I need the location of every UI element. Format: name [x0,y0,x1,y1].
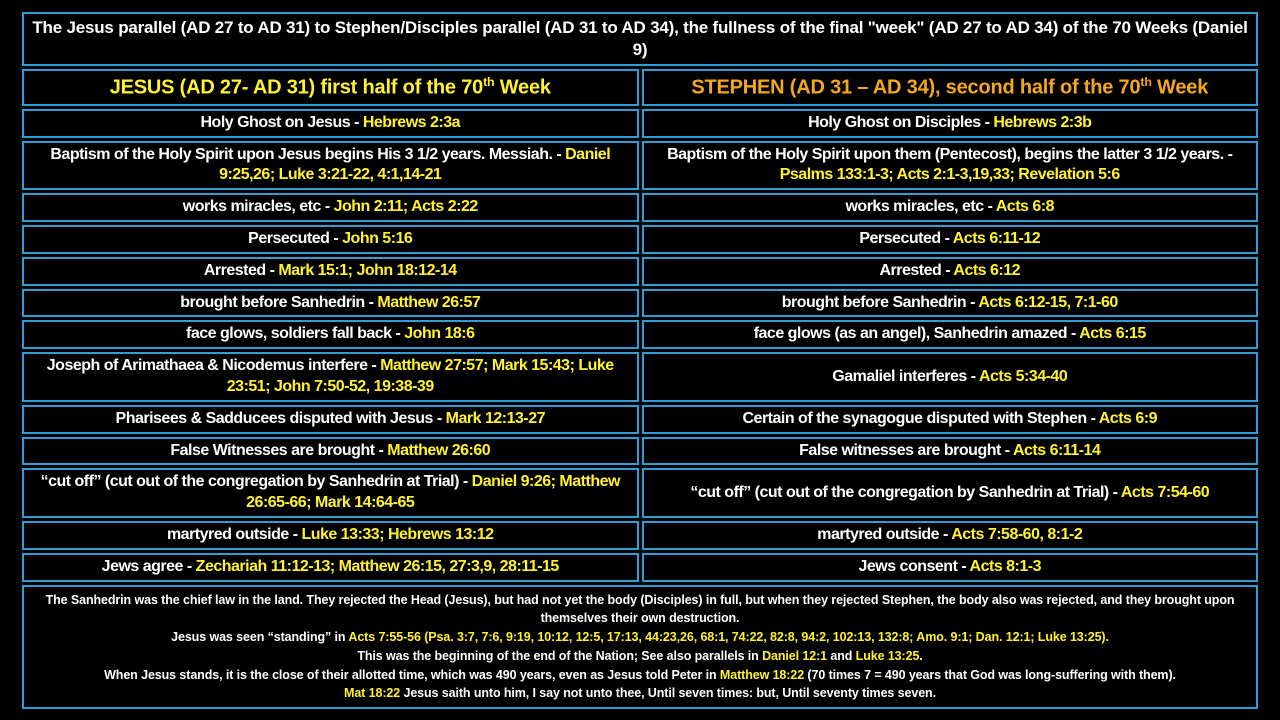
text-segment: th [1140,75,1152,90]
text-segment: False Witnesses are brought - [170,441,388,459]
text-segment: Joseph of Arimathaea & Nicodemus interfere - [46,357,381,375]
text-segment: th [483,75,495,90]
stephen-cell [642,225,1259,254]
text-segment: Daniel 9:26; Matthew 26:65-66; Mark 14:64-65 [246,473,620,512]
table-row [22,320,1258,349]
text-segment: “cut off” (cut out of the congregation by Sanhedrin at Trial) - [40,473,472,491]
text-segment: Daniel 12:1 [762,648,827,663]
text-segment: Week [494,76,551,99]
jesus-cell [22,109,639,138]
table-row [22,352,1258,402]
text-segment: Acts 6:12 [953,261,1021,279]
text-segment: Acts 6:11-12 [952,230,1041,248]
text-segment: martyred outside - [817,526,952,543]
text-segment: Arrested - [879,261,954,279]
stephen-cell [642,289,1259,318]
text-segment: Acts 5:34-40 [978,367,1068,385]
text-segment: John 18:6 [404,325,475,343]
text-segment: face glows, soldiers fall back - [186,325,405,343]
jesus-cell [22,553,639,582]
footer-line [34,684,1246,703]
text-segment: Week [1151,76,1209,99]
text-segment: and [827,648,856,663]
text-segment: Jesus was seen “standing” in [171,630,349,645]
footer-line [34,647,1246,666]
jesus-cell [22,405,639,434]
text-segment: Gamaliel interferes - [832,367,979,385]
stephen-cell [642,141,1259,191]
jesus-cell [22,437,639,466]
text-segment: Acts 7:55-56 (Psa. 3:7, 7:6, 9:19, 10:12, 12:5, 17:13, 44:23,26, 68:1, 74:22, 82:8, 94:2, 102:13, 132:8; Amo. 9:1; Dan. 12:1; Luke 13:25). [348,630,1109,645]
table-row [22,141,1258,191]
stephen-cell [642,553,1259,582]
text-segment: martyred outside - [166,526,302,543]
table-row [22,109,1258,138]
footer-line [34,628,1246,647]
text-segment: Luke 13:33; Hebrews 13:12 [301,526,494,543]
table-body [22,109,1258,582]
text-segment: brought before Sanhedrin - [180,293,378,311]
table-row [22,553,1258,582]
text-segment: Jesus saith unto him, I say not unto thee, Until seven times: but, Until seventy times seven. [400,686,936,701]
text-segment: works miracles, etc - [845,198,996,216]
jesus-cell [22,225,639,254]
jesus-cell [22,352,639,402]
text-segment: Acts 6:11-14 [1012,441,1101,459]
parallels-table [19,66,1261,584]
stephen-cell [642,437,1259,466]
text-segment: Persecuted - [859,230,953,248]
text-segment: Acts 7:58-60, 8:1-2 [951,526,1083,543]
table-row [22,521,1258,550]
text-segment: Hebrews 2:3b [993,113,1092,131]
stephen-cell [642,109,1259,138]
text-segment: This was the beginning of the end of the Nation; See also parallels in [357,648,763,663]
stephen-cell [642,468,1259,518]
table-row [22,257,1258,286]
text-segment: Baptism of the Holy Spirit upon them (Pentecost), begins the latter 3 1/2 years. - [667,145,1233,163]
text-segment: “cut off” (cut out of the congregation by Sanhedrin at Trial) - [690,483,1121,501]
table-row [22,405,1258,434]
text-segment: Acts 7:54-60 [1120,483,1210,501]
jesus-cell [22,320,639,349]
title-banner [22,12,1258,66]
text-segment: Luke 13:25 [855,648,920,663]
text-segment: Mat 18:22 [344,686,401,701]
stephen-cell [642,352,1259,402]
text-segment: False witnesses are brought - [799,441,1013,459]
page-title: The Jesus parallel (AD 27 to AD 31) to Stephen/Disciples parallel (AD 31 to AD 34), the fullness of the final "week" (AD 27 to AD 34) of the 70 Weeks (Daniel 9) [32,18,1248,60]
text-segment: STEPHEN (AD 31 – AD 34), second half of the 70 [691,76,1141,99]
text-segment: Matthew 27:57; Mark 15:43; Luke 23:51; John 7:50-52, 19:38-39 [226,357,614,396]
jesus-cell [22,468,639,518]
table-row [22,437,1258,466]
text-segment: Acts 6:9 [1098,409,1157,427]
text-segment: JESUS (AD 27- AD 31) first half of the 70 [109,76,484,99]
text-segment: works miracles, etc - [182,198,334,216]
table-row [22,289,1258,318]
text-segment: When Jesus stands, it is the close of their allotted time, which was 490 years, even as Jesus told Peter in [104,667,720,682]
text-segment: Pharisees & Sadducees disputed with Jesus - [115,409,446,427]
text-segment: brought before Sanhedrin - [781,293,979,311]
text-segment: Acts 6:8 [995,198,1054,216]
text-segment: Psalms 133:1-3; Acts 2:1-3,19,33; Revelation 5:6 [779,166,1120,184]
text-segment: Holy Ghost on Disciples - [808,113,994,131]
jesus-cell [22,289,639,318]
stephen-cell [642,320,1259,349]
text-segment: Arrested - [203,261,279,279]
text-segment: Zechariah 11:12-13; Matthew 26:15, 27:3,9, 28:11-15 [195,557,559,575]
text-segment: Acts 6:15 [1079,325,1146,343]
text-segment: Acts 8:1-3 [969,557,1042,575]
stephen-cell [642,405,1259,434]
text-segment: Certain of the synagogue disputed with Stephen - [742,409,1099,427]
stephen-cell [642,521,1259,550]
text-segment: Mark 12:13-27 [445,409,545,427]
table-row [22,468,1258,518]
text-segment: Acts 6:12-15, 7:1-60 [978,293,1118,311]
jesus-cell [22,521,639,550]
text-segment: The Sanhedrin was the chief law in the land. They rejected the Head (Jesus), but had not yet the body (Disciples) in full, but when they rejected Stephen, the body also was rejected, and they brought upon themselves their own destruction. [45,592,1235,626]
table-row [22,193,1258,222]
text-segment: John 2:11; Acts 2:22 [333,198,478,216]
text-segment: Daniel 9:25,26; Luke 3:21-22, 4:1,14-21 [219,145,611,184]
footer-line [34,666,1246,685]
table-row [22,225,1258,254]
jesus-cell [22,141,639,191]
text-segment: Mark 15:1; John 18:12-14 [278,261,457,279]
text-segment: Baptism of the Holy Spirit upon Jesus begins His 3 1/2 years. Messiah. - [50,145,566,163]
text-segment: Matthew 18:22 [719,667,805,682]
text-segment: Holy Ghost on Jesus - [200,113,363,131]
text-segment: face glows (as an angel), Sanhedrin amazed - [753,325,1080,343]
text-segment: Matthew 26:57 [377,293,481,311]
text-segment: Persecuted - [248,230,343,248]
stephen-cell [642,257,1259,286]
text-segment: Jews consent - [858,557,970,575]
jesus-column-header [22,69,639,106]
text-segment: (70 times 7 = 490 years that God was long-suffering with them). [804,667,1176,682]
text-segment: Jews agree - [101,557,196,575]
footer-notes [22,585,1258,710]
jesus-cell [22,193,639,222]
footer-line [34,591,1246,629]
stephen-cell [642,193,1259,222]
text-segment: Hebrews 2:3a [362,113,461,131]
jesus-cell [22,257,639,286]
text-segment: John 5:16 [342,230,413,248]
header-row [22,69,1258,106]
stephen-column-header [642,69,1259,106]
text-segment: Matthew 26:60 [387,441,491,459]
text-segment: . [919,648,923,663]
